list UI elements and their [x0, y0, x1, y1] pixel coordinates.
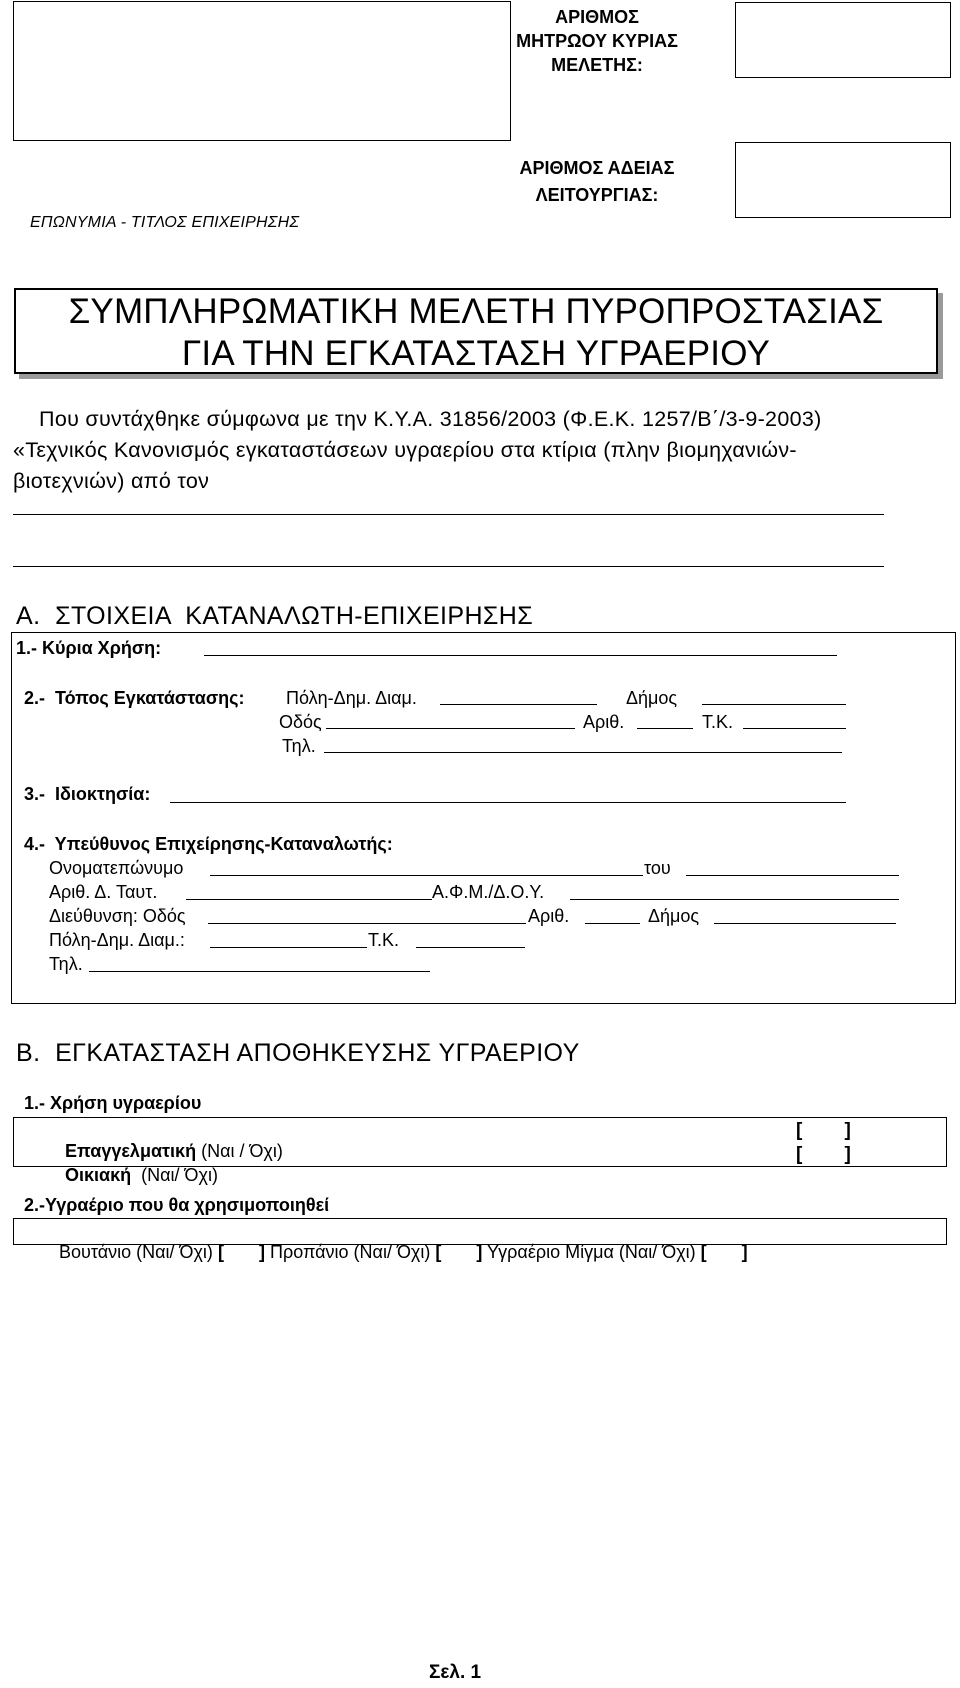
- domestic-use-label: Οικιακή: [65, 1165, 132, 1185]
- id-number-field[interactable]: [186, 899, 432, 900]
- document-title-box: [14, 288, 938, 374]
- license-label-line1: ΑΡΙΘΜΟΣ ΑΔΕΙΑΣ: [519, 158, 675, 178]
- address-number-label: Αριθ.: [528, 906, 570, 926]
- section-a-heading: Α. ΣΤΟΙΧΕΙΑ ΚΑΤΑΝΑΛΩΤΗ-ΕΠΙΧΕΙΡΗΣΗΣ: [16, 602, 534, 630]
- company-name-label: ΕΠΩΝΥΜΙΑ - ΤΙΤΛΟΣ ΕΠΙΧΕΙΡΗΣΗΣ: [30, 214, 300, 231]
- installation-municipality-label: Δήμος: [626, 688, 678, 708]
- propane-field[interactable]: [ ]: [435, 1242, 483, 1262]
- tax-number-field[interactable]: [570, 899, 899, 900]
- professional-use-label: Επαγγελματική: [65, 1141, 197, 1161]
- address-field[interactable]: [208, 923, 526, 924]
- propane-label: Προπάνιο (Ναι/ Όχι): [269, 1242, 431, 1262]
- lpg-use-label: 1.- Χρήση υγραερίου: [24, 1093, 202, 1113]
- registry-number-field[interactable]: [735, 2, 951, 78]
- fullname-label: Ονοματεπώνυμο: [49, 858, 184, 878]
- title-line1: ΣΥΜΠΛΗΡΩΜΑΤΙΚΗ ΜΕΛΕΤΗ ΠΥΡΟΠΡΟΣΤΑΣΙΑΣ: [68, 292, 884, 331]
- intro-line3: βιοτεχνιών) από τον: [13, 469, 210, 493]
- address-label: Διεύθυνση: Οδός: [49, 906, 186, 926]
- ownership-label: 3.- Ιδιοκτησία:: [24, 784, 151, 804]
- intro-paragraph: [13, 404, 943, 497]
- id-number-label: Αριθ. Δ. Ταυτ.: [49, 882, 158, 902]
- company-name-box[interactable]: [13, 1, 511, 141]
- tax-number-label: Α.Φ.Μ./Δ.Ο.Υ.: [432, 882, 545, 902]
- main-use-label: 1.- Κύρια Χρήση:: [16, 638, 162, 658]
- person-postcode-field[interactable]: [416, 947, 525, 948]
- father-name-field[interactable]: [686, 875, 899, 876]
- registry-label-line3: ΜΕΛΕΤΗΣ:: [551, 55, 643, 75]
- person-city-label: Πόλη-Δημ. Διαμ.:: [49, 930, 185, 950]
- license-label-line2: ΛΕΙΤΟΥΡΓΙΑΣ:: [535, 185, 659, 205]
- license-number-label: [512, 155, 682, 209]
- section-b-heading: Β. ΕΓΚΑΤΑΣΤΑΣΗ ΑΠΟΘΗΚΕΥΣΗΣ ΥΓΡΑΕΡΙΟΥ: [16, 1039, 580, 1067]
- page-number: Σελ. 1: [429, 1662, 482, 1683]
- responsible-person-label: 4.- Υπεύθυνος Επιχείρησης-Καταναλωτής:: [24, 834, 393, 854]
- main-use-field[interactable]: [204, 655, 837, 656]
- installation-postcode-field[interactable]: [743, 728, 846, 729]
- person-postcode-label: Τ.Κ.: [368, 930, 400, 950]
- lpg-type-label: 2.-Υγραέριο που θα χρησιμοποιηθεί: [24, 1195, 330, 1215]
- mixture-field[interactable]: [ ]: [700, 1242, 748, 1262]
- installation-number-field[interactable]: [637, 728, 693, 729]
- title-line2: ΓΙΑ ΤΗΝ ΕΓΚΑΤΑΣΤΑΣΗ ΥΓΡΑΕΡΙΟΥ: [181, 334, 771, 373]
- professional-use-field[interactable]: [ ]: [796, 1120, 851, 1141]
- lpg-type-row: [49, 1221, 748, 1263]
- person-phone-field[interactable]: [89, 971, 430, 972]
- address-municipality-label: Δήμος: [648, 906, 700, 926]
- installation-number-label: Αριθ.: [583, 712, 625, 732]
- installation-phone-label: Τηλ.: [282, 736, 316, 756]
- registry-label-line2: ΜΗΤΡΩΟΥ ΚΥΡΙΑΣ: [516, 31, 678, 51]
- installation-street-field[interactable]: [326, 728, 575, 729]
- installation-city-label: Πόλη-Δημ. Διαμ.: [286, 688, 417, 708]
- butane-label: Βουτάνιο (Ναι/ Όχι): [59, 1242, 213, 1262]
- author-line-2[interactable]: [13, 566, 884, 567]
- document-title: [16, 290, 936, 375]
- installation-postcode-label: Τ.Κ.: [702, 712, 734, 732]
- ownership-field[interactable]: [170, 802, 846, 803]
- father-name-label: του: [644, 858, 671, 878]
- intro-line1: Που συντάχθηκε σύμφωνα με την Κ.Υ.Α. 31856/2003 (Φ.Ε.Κ. 1257/Β΄/3-9-2003): [39, 407, 822, 431]
- address-municipality-field[interactable]: [714, 923, 896, 924]
- installation-street-label: Οδός: [279, 712, 322, 732]
- domestic-use-hint: (Ναι/ Όχι): [131, 1165, 218, 1185]
- fullname-field[interactable]: [210, 875, 643, 876]
- registry-number-label: [512, 5, 682, 77]
- domestic-use-row: [55, 1144, 218, 1186]
- license-number-field[interactable]: [735, 142, 951, 218]
- mixture-label: Υγραέριο Μίγμα (Ναι/ Όχι): [487, 1242, 696, 1262]
- installation-phone-field[interactable]: [324, 752, 842, 753]
- intro-line2: «Τεχνικός Κανονισμός εγκαταστάσεων υγραερίου στα κτίρια (πλην βιομηχανιών-: [13, 438, 797, 462]
- professional-use-hint: (Ναι / Όχι): [196, 1141, 283, 1161]
- address-number-field[interactable]: [585, 923, 640, 924]
- installation-place-label: 2.- Τόπος Εγκατάστασης:: [24, 688, 245, 708]
- person-city-field[interactable]: [210, 947, 367, 948]
- author-line-1[interactable]: [13, 514, 884, 515]
- domestic-use-field[interactable]: [ ]: [796, 1144, 851, 1165]
- installation-municipality-field[interactable]: [702, 704, 846, 705]
- person-phone-label: Τηλ.: [49, 954, 83, 974]
- registry-label-line1: ΑΡΙΘΜΟΣ: [555, 7, 639, 27]
- butane-field[interactable]: [ ]: [217, 1242, 265, 1262]
- installation-city-field[interactable]: [440, 704, 597, 705]
